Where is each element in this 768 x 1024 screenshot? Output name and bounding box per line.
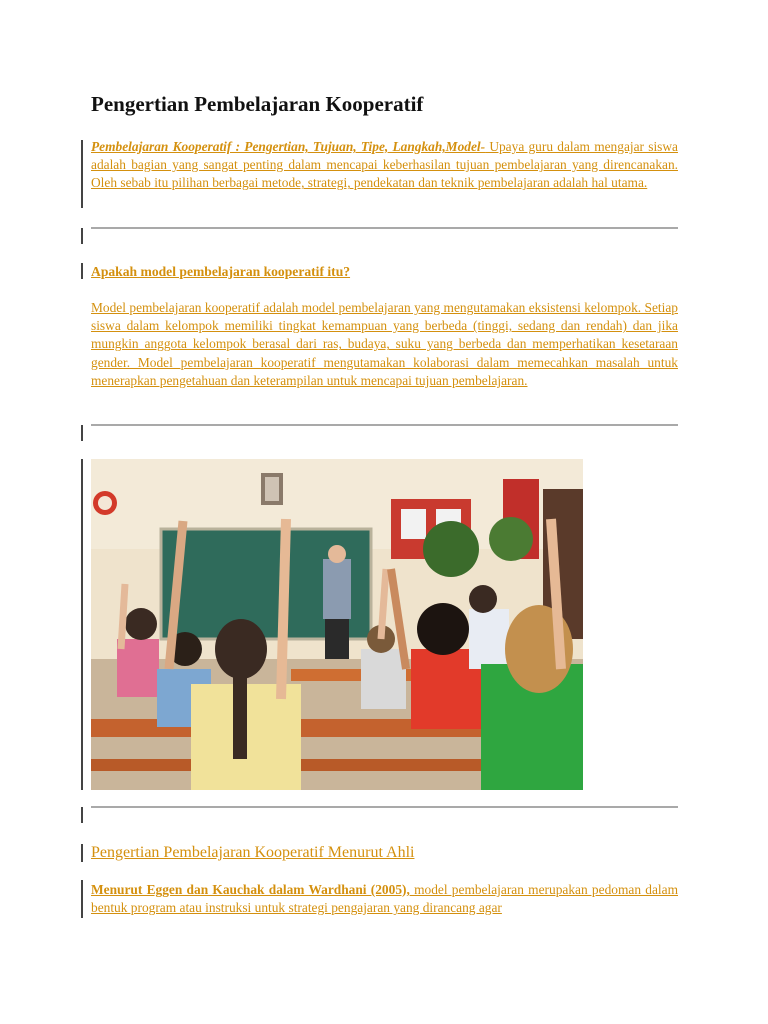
- definition-paragraph[interactable]: [91, 299, 678, 390]
- horizontal-rule: [91, 806, 678, 808]
- horizontal-rule: [91, 227, 678, 229]
- intro-paragraph[interactable]: [91, 138, 678, 193]
- left-margin-bar: [81, 844, 83, 862]
- classroom-photo: [91, 459, 583, 790]
- expert-paragraph[interactable]: [91, 881, 678, 917]
- question-heading-link[interactable]: Apakah model pembelajaran kooperatif itu?: [91, 264, 351, 279]
- left-margin-bar: [81, 459, 83, 790]
- page-title: Pengertian Pembelajaran Kooperatif: [91, 92, 424, 116]
- horizontal-rule: [91, 424, 678, 426]
- left-margin-bar: [81, 263, 83, 279]
- definition-text[interactable]: Model pembelajaran kooperatif adalah model pembelajaran yang mengutamakan eksistensi kelompok. Setiap siswa dalam kelompok memiliki tingkat kemampuan yang berbeda (tinggi, sedang dan rendah) dan jika mungkin anggota kelompok berasal dari ras, budaya, suku yang berbeda dan memperhatikan kesetaraan gender. Model pembelajaran kooperatif mengutamakan kolaborasi dalam memecahkan masalah untuk menerapkan pengetahuan dan keterampilan untuk mencapai tujuan pembelajaran.: [91, 300, 678, 388]
- left-margin-bar: [81, 228, 83, 244]
- left-margin-bar: [81, 140, 83, 208]
- expert-body-text[interactable]: model pembelajaran merupakan pedoman dalam bentuk program atau instruksi untuk strategi pengajaran yang dirancang agar: [91, 882, 678, 916]
- section-heading-link[interactable]: Pengertian Pembelajaran Kooperatif Menurut Ahli: [91, 844, 415, 861]
- intro-body-text[interactable]: Upaya guru dalam mengajar siswa adalah bagian yang sangat penting dalam mencapai keberhasilan tujuan pembelajaran yang direncanakan. Oleh sebab itu pilihan berbagai metode, strategi, pendekatan dan teknik pembelajaran adalah hal utama.: [91, 139, 678, 191]
- left-margin-bar: [81, 425, 83, 441]
- intro-lead-link[interactable]: Pembelajaran Kooperatif : Pengertian, Tujuan, Tipe, Langkah,Model-: [91, 139, 486, 154]
- expert-lead-link[interactable]: Menurut Eggen dan Kauchak dalam Wardhani (2005),: [91, 882, 410, 897]
- left-margin-bar: [81, 880, 83, 918]
- left-margin-bar: [81, 807, 83, 823]
